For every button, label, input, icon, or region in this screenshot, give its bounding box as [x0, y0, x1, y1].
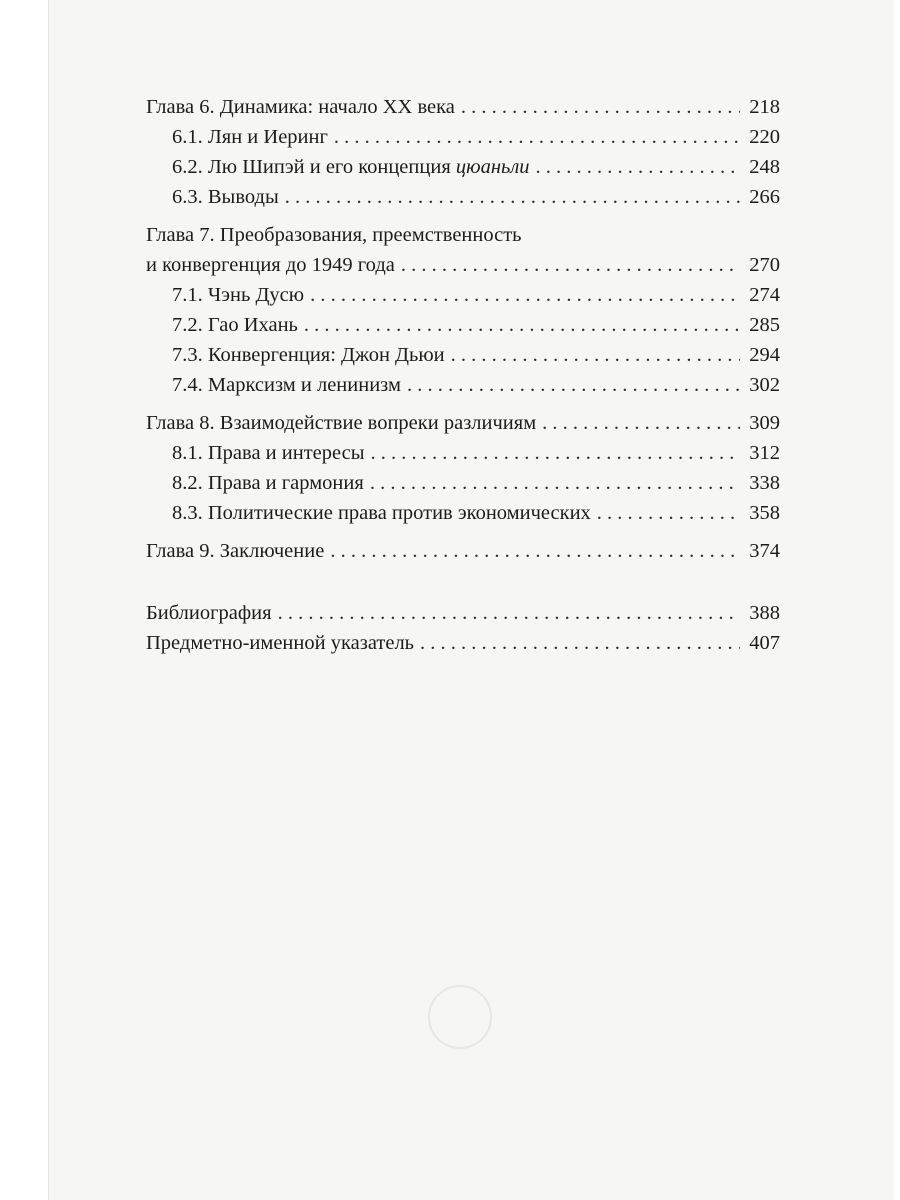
- toc-entry-page: 358: [749, 502, 780, 524]
- toc-entry-section-8-1: [146, 438, 780, 468]
- dot-leader: [597, 498, 740, 528]
- toc-entry-title: 6.3. Выводы: [172, 186, 279, 208]
- dot-leader: [542, 408, 740, 438]
- toc-entry-page: 309: [749, 412, 780, 434]
- toc-entry-bibliography: [146, 598, 780, 628]
- toc-entry-title: 6.1. Лян и Иеринг: [172, 126, 328, 148]
- bleed-through-seal: [428, 985, 492, 1049]
- toc-entry-chapter-7-line1: Глава 7. Преобразования, преемственность: [146, 224, 522, 246]
- dot-leader: [330, 536, 740, 566]
- dot-leader: [278, 598, 740, 628]
- toc-entry-section-7-1: [146, 280, 780, 310]
- toc-entry-page: 248: [749, 156, 780, 178]
- table-of-contents: [146, 92, 780, 658]
- toc-entry-section-7-4: [146, 370, 780, 400]
- toc-entry-title: 8.2. Права и гармония: [172, 472, 364, 494]
- dot-leader: [371, 438, 741, 468]
- toc-entry-title: Предметно-именной указатель: [146, 632, 415, 654]
- toc-entry-page: 266: [749, 186, 780, 208]
- toc-entry-page: 388: [749, 602, 780, 624]
- toc-entry-title: 7.3. Конвергенция: Джон Дьюи: [172, 344, 445, 366]
- toc-entry-title: 8.3. Политические права против экономических: [172, 502, 591, 524]
- dot-leader: [407, 370, 740, 400]
- toc-entry-page: 274: [749, 284, 780, 306]
- toc-entry-page: 302: [749, 374, 780, 396]
- dot-leader: [334, 122, 740, 152]
- toc-entry-chapter-6: [146, 92, 780, 122]
- toc-entry-section-7-2: [146, 310, 780, 340]
- toc-entry-index: [146, 628, 780, 658]
- toc-entry-page: 220: [749, 126, 780, 148]
- dot-leader: [420, 628, 740, 658]
- toc-entry-title: 7.4. Марксизм и ленинизм: [172, 374, 401, 396]
- toc-entry-page: 218: [749, 96, 780, 118]
- toc-entry-title-italic: цюаньли: [455, 156, 530, 178]
- toc-entry-chapter-7: [146, 250, 780, 280]
- toc-entry-title: [172, 152, 530, 182]
- toc-entry-title-prefix: 6.2. Лю Шипэй и его концепция: [172, 156, 456, 178]
- dot-leader: [304, 310, 740, 340]
- dot-leader: [285, 182, 740, 212]
- toc-entry-section-6-1: [146, 122, 780, 152]
- toc-entry-title: 7.1. Чэнь Дусю: [172, 284, 305, 306]
- dot-leader: [536, 152, 740, 182]
- toc-entry-title: 7.2. Гао Ихань: [172, 314, 298, 336]
- toc-entry-title: и конвергенция до 1949 года: [146, 254, 395, 276]
- page-edge-divider: [48, 0, 49, 1200]
- toc-entry-title: Глава 8. Взаимодействие вопреки различиям: [146, 412, 537, 434]
- toc-entry-title: 8.1. Права и интересы: [172, 442, 365, 464]
- toc-entry-section-6-3: [146, 182, 780, 212]
- toc-entry-title: Библиография: [146, 602, 272, 624]
- toc-entry-page: 338: [749, 472, 780, 494]
- toc-entry-chapter-8: [146, 408, 780, 438]
- toc-entry-title: Глава 9. Заключение: [146, 540, 325, 562]
- toc-entry-page: 285: [749, 314, 780, 336]
- dot-leader: [451, 340, 740, 370]
- toc-entry-page: 312: [749, 442, 780, 464]
- toc-entry-page: 407: [749, 632, 780, 654]
- toc-entry-page: 374: [749, 540, 780, 562]
- toc-entry-section-6-2: [146, 152, 780, 182]
- toc-entry-page: 294: [749, 344, 780, 366]
- dot-leader: [370, 468, 740, 498]
- toc-entry-section-8-2: [146, 468, 780, 498]
- toc-entry-page: 270: [749, 254, 780, 276]
- dot-leader: [461, 92, 740, 122]
- toc-entry-title: Глава 6. Динамика: начало XX века: [146, 96, 455, 118]
- dot-leader: [401, 250, 740, 280]
- toc-entry-chapter-9: [146, 536, 780, 566]
- dot-leader: [310, 280, 740, 310]
- toc-entry-section-7-3: [146, 340, 780, 370]
- toc-entry-section-8-3: [146, 498, 780, 528]
